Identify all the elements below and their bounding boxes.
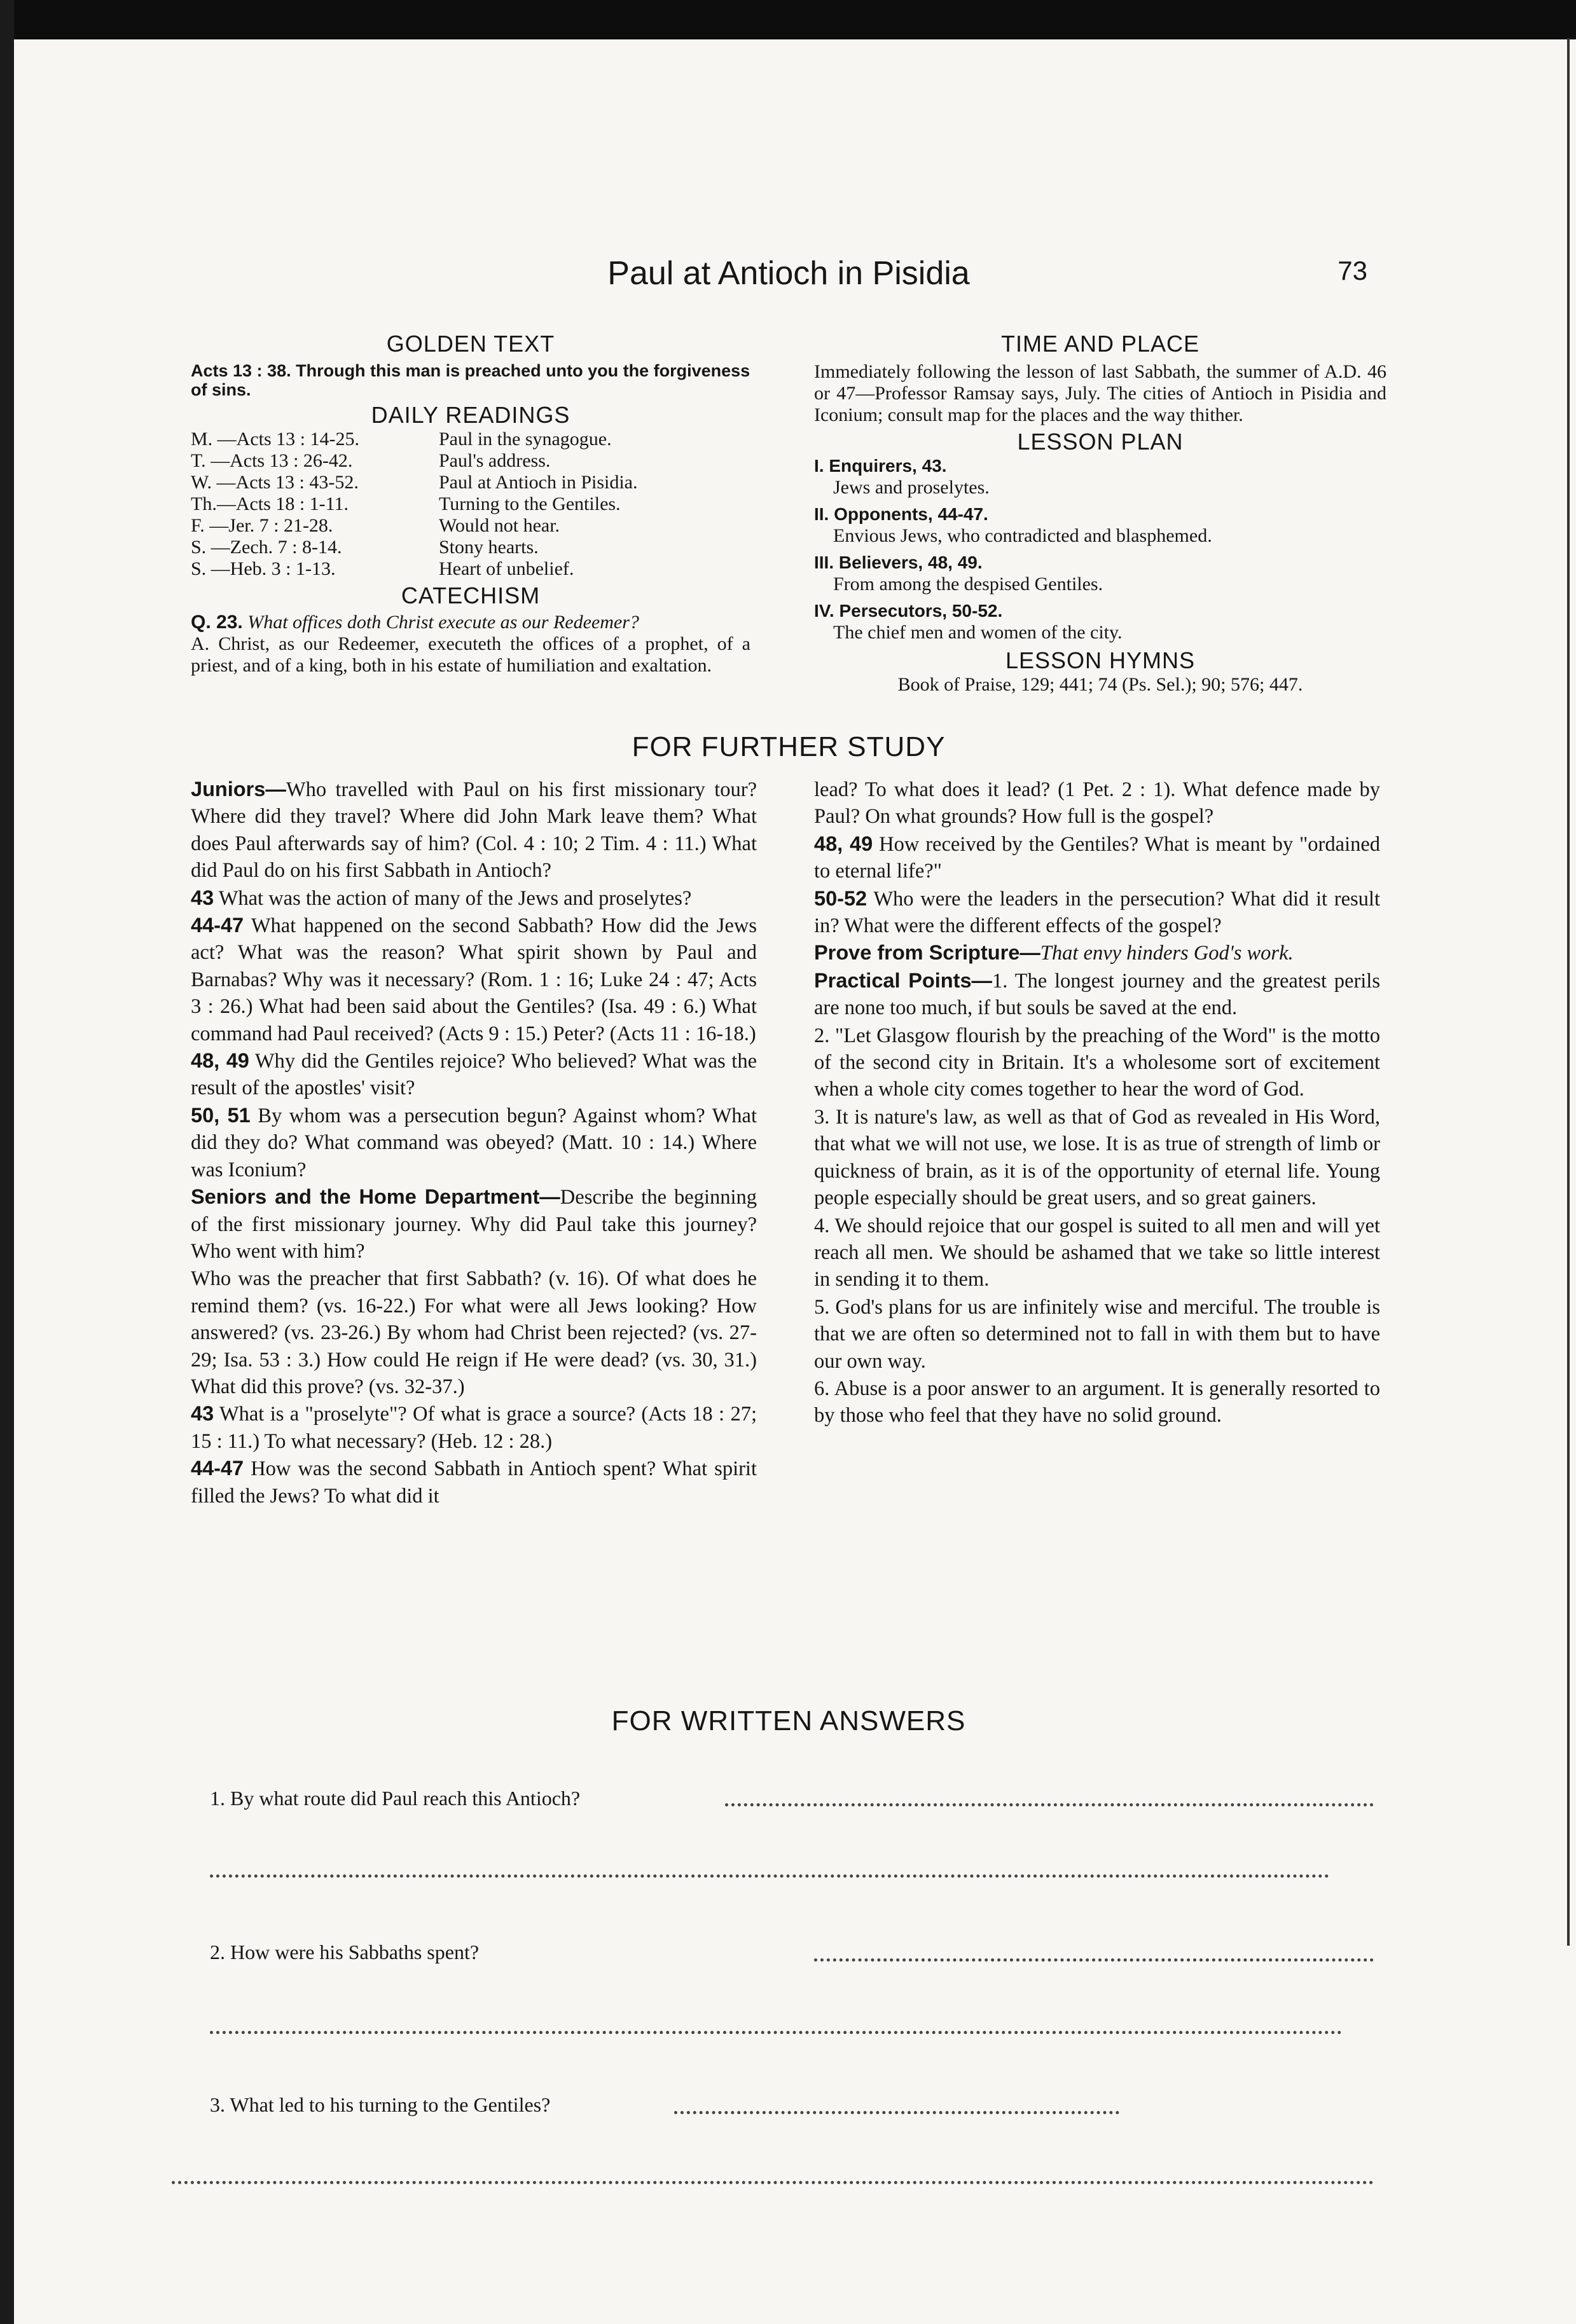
study-paragraph: Who was the preacher that first Sabbath? (v. 16). Of what does he remind them? (vs. 16-22.) For what were all Jews looking? How answered? (vs. 23-26.) By whom had Christ been rejected? (vs. 27-29; Isa. 53 : 3.) How could He reign if He were dead? (vs. 30, 31.) What did this prove? (vs. 32-37.) <box>191 1267 757 1398</box>
plan-item-title: III. Believers, 48, 49. <box>814 553 983 572</box>
plan-item-desc: The chief men and women of the city. <box>833 622 1123 643</box>
further-study-heading: FOR FURTHER STUDY <box>632 731 946 762</box>
catechism-heading: CATECHISM <box>401 582 541 609</box>
scan-top-border <box>0 0 1576 39</box>
written-question-1: 1. By what route did Paul reach this Antioch? <box>210 1787 581 1810</box>
scan-left-border <box>0 0 14 2324</box>
page-title: Paul at Antioch in Pisidia <box>607 255 970 292</box>
further-study-right-column <box>814 776 1380 1429</box>
reading-row: Th.—Acts 18 : 1-11. Turning to the Gentiles. <box>191 493 621 514</box>
reading-row: S. —Heb. 3 : 1-13. Heart of unbelief. <box>191 558 574 579</box>
study-paragraph: 44-47 What happened on the second Sabbath? How did the Jews act? What was the reason? What spirit shown by Paul and Barnabas? Why was it necessary? (Rom. 1 : 16; Luke 24 : 47; Acts 3 : 26.) What had been said about the Gentiles? (Isa. 49 : 6.) What command had Paul received? (Acts 9 : 15.) Peter? (Acts 11 : 16-18.) <box>191 914 757 1045</box>
reading-row: T. —Acts 13 : 26-42. Paul's address. <box>191 450 551 471</box>
reading-row: F. —Jer. 7 : 21-28. Would not hear. <box>191 515 560 536</box>
lesson-plan-list <box>814 455 1386 643</box>
further-study-left-column <box>191 776 757 1509</box>
answer-line[interactable] <box>814 1958 1374 1962</box>
plan-item-desc: Envious Jews, who contradicted and blasphemed. <box>833 525 1212 546</box>
time-place-heading: TIME AND PLACE <box>1000 331 1200 357</box>
reading-row: W. —Acts 13 : 43-52. Paul at Antioch in Pisidia. <box>191 472 638 493</box>
study-paragraph: 48, 49 Why did the Gentiles rejoice? Who believed? What was the result of the apostles' visit? <box>191 1049 757 1100</box>
daily-readings-heading: DAILY READINGS <box>371 402 570 428</box>
answer-line[interactable] <box>674 2111 1119 2114</box>
plan-item-title: I. Enquirers, 43. <box>814 456 947 476</box>
study-paragraph: 50-52 Who were the leaders in the persecution? What did it result in? What were the different effects of the gospel? <box>814 886 1380 938</box>
study-paragraph: Seniors and the Home Department—Describe the beginning of the first missionary journey. Why did Paul take this journey? Who went with him? <box>191 1185 757 1263</box>
daily-readings-list <box>191 429 750 580</box>
plan-item-title: II. Opponents, 44-47. <box>814 504 988 524</box>
study-paragraph: 3. It is nature's law, as well as that of God as revealed in His Word, that what we will not use, we lose. It is as true of strength of limb or quickness of brain, as it is of the opportunity of eternal life. Young people especially should be great users, and so great gainers. <box>814 1105 1380 1210</box>
written-question-3: 3. What led to his turning to the Gentiles? <box>210 2093 551 2116</box>
study-paragraph: Prove from Scripture—That envy hinders God's work. <box>814 941 1294 965</box>
lesson-plan-heading: LESSON PLAN <box>1017 429 1184 455</box>
study-paragraph: Juniors—Who travelled with Paul on his first missionary tour? Where did they travel? Where did John Mark leave them? What does Paul afterwards say of him? (Col. 4 : 10; 2 Tim. 4 : 11.) What did Paul do on his first Sabbath in Antioch? <box>191 778 757 883</box>
study-paragraph: 6. Abuse is a poor answer to an argument. It is generally resorted to by those who feel that they have no solid ground. <box>814 1377 1380 1427</box>
answer-line[interactable] <box>210 1874 1329 1878</box>
time-place-text: Immediately following the lesson of last Sabbath, the summer of A.D. 46 or 47—Professor Ramsay says, July. The cities of Antioch in Pisidia and Iconium; consult map for the places and the way thither. <box>814 361 1386 425</box>
study-paragraph: lead? To what does it lead? (1 Pet. 2 : 1). What defence made by Paul? On what grounds? How full is the gospel? <box>814 778 1380 829</box>
page-number: 73 <box>1338 256 1367 285</box>
study-paragraph: 50, 51 By whom was a persecution begun? Against whom? What did they do? What command was obeyed? (Matt. 10 : 14.) Where was Iconium? <box>191 1103 757 1181</box>
left-info-column <box>191 331 750 677</box>
study-paragraph: Practical Points—1. The longest journey and the greatest perils are none too much, if but souls be saved at the end. <box>814 968 1380 1020</box>
plan-item-desc: From among the despised Gentiles. <box>833 574 1103 595</box>
study-paragraph: 5. God's plans for us are infinitely wise and merciful. The trouble is that we are often so determined not to fall in with them but to have our own way. <box>814 1295 1380 1373</box>
scan-right-border <box>1567 38 1570 1946</box>
reading-row: S. —Zech. 7 : 8-14. Stony hearts. <box>191 537 539 558</box>
study-paragraph: 43 What is a "proselyte"? Of what is grace a source? (Acts 18 : 27; 15 : 11.) To what necessary? (Heb. 12 : 28.) <box>191 1402 757 1453</box>
written-question-2: 2. How were his Sabbaths spent? <box>210 1941 480 1963</box>
study-paragraph: 43 What was the action of many of the Jews and proselytes? <box>191 886 692 910</box>
answer-line[interactable] <box>210 2031 1342 2034</box>
written-answers-heading: FOR WRITTEN ANSWERS <box>611 1705 966 1736</box>
study-paragraph: 44-47 How was the second Sabbath in Antioch spent? What spirit filled the Jews? To what did it <box>191 1457 757 1508</box>
catechism-answer: A. Christ, as our Redeemer, executeth the offices of a prophet, of a priest, and of a king, both in his estate of humiliation and exaltation. <box>191 633 750 676</box>
golden-text-heading: GOLDEN TEXT <box>386 331 555 357</box>
lesson-hymns-heading: LESSON HYMNS <box>1005 647 1196 673</box>
study-paragraph: 48, 49 How received by the Gentiles? What is meant by "ordained to eternal life?" <box>814 832 1381 883</box>
right-info-column <box>814 331 1386 696</box>
golden-text: Acts 13 : 38. Through this man is preached unto you the forgiveness of sins. <box>191 361 750 399</box>
plan-item-title: IV. Persecutors, 50-52. <box>814 601 1003 621</box>
study-paragraph: 4. We should rejoice that our gospel is suited to all men and will yet reach all men. We should be ashamed that we take so little interest in sending it to them. <box>814 1214 1380 1291</box>
answer-line[interactable] <box>725 1803 1374 1806</box>
plan-item-desc: Jews and proselytes. <box>833 477 990 498</box>
catechism-question: Q. 23. What offices doth Christ execute as our Redeemer? <box>191 612 639 633</box>
study-paragraph: 2. "Let Glasgow flourish by the preaching of the Word" is the motto of the second city in Britain. It's a wholesome sort of excitement when a whole city comes together to hear the word of God. <box>814 1024 1380 1101</box>
reading-row: M. —Acts 13 : 14-25. Paul in the synagogue. <box>191 429 612 450</box>
answer-line[interactable] <box>172 2181 1374 2184</box>
lesson-hymns-text: Book of Praise, 129; 441; 74 (Ps. Sel.); 90; 576; 447. <box>897 674 1303 695</box>
